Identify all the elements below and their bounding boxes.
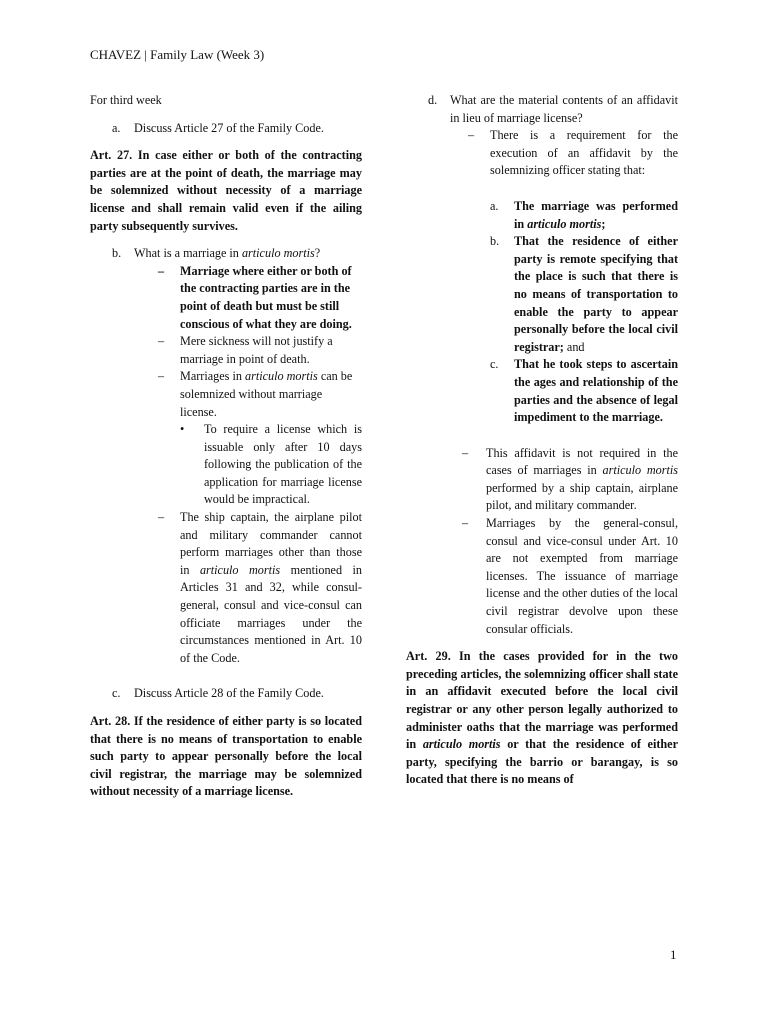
list-item: b. That the residence of either party is remote specifying that the place is such that there is no means of transportation to enable the party to appear personally before the local civil registrar; and: [490, 234, 678, 354]
article-27: Art. 27. In case either or both of the contracting parties are at the point of death, the marriage may be solemnized without necessity of a marriage license and shall remain valid even if the ailing party subsequently survives.: [90, 148, 362, 233]
question-a: [112, 120, 362, 138]
question-text: What are the material contents of an affidavit in lieu of marriage license?: [450, 93, 678, 125]
question-c: [112, 685, 362, 703]
list-item: – This affidavit is not required in the cases of marriages in articulo mortis performed by a ship captain, airplane pilot, and military commander.: [462, 445, 678, 513]
list-item: c. That he took steps to ascertain the ages and relationship of the parties and the absence of legal impediment to the marriage.: [490, 357, 678, 425]
answer-d-list: [462, 445, 678, 639]
list-item: – Marriage where either or both of the contracting parties are in the point of death but must be still conscious of what they are doing.: [158, 263, 352, 331]
list-marker: a.: [112, 120, 121, 135]
intro-text: For third week: [90, 93, 162, 107]
question-text: Discuss Article 27 of the Family Code.: [134, 120, 324, 135]
sub-list-item: • To require a license which is issuable only after 10 days following the publication of the application for marriage license would be impractical.: [180, 421, 362, 509]
article-28: Art. 28. If the residence of either party is so located that there is no means of transportation to enable such party to appear personally before the local civil registrar, the marriage may be solemnized without necessity of a marriage license.: [90, 714, 362, 799]
affidavit-contents-list: [490, 198, 678, 427]
question-text: Discuss Article 28 of the Family Code.: [134, 686, 324, 701]
question-d: [428, 92, 678, 127]
list-marker: b.: [112, 246, 122, 261]
bullet-icon: •: [180, 422, 185, 437]
left-column: [90, 92, 362, 801]
page-number: 1: [670, 947, 677, 962]
list-item: – There is a requirement for the execution of an affidavit by the solemnizing officer stating that:: [468, 128, 678, 178]
list-item: a. The marriage was performed in articulo mortis;: [490, 198, 678, 231]
list-marker: d.: [428, 93, 438, 107]
list-marker: c.: [112, 686, 121, 701]
question-b: [112, 245, 362, 263]
page-header: CHAVEZ | Family Law (Week 3): [90, 47, 265, 62]
list-item: – Marriages by the general-consul, consul and vice-consul under Art. 10 are not exempted from marriage licenses. The issuance of marriage license and the other duties of the local civil registrar devolve upon these consular officials.: [462, 516, 678, 636]
list-item: – Mere sickness will not justify a marriage in point of death.: [158, 334, 333, 366]
article-29: Art. 29. In the cases provided for in the two preceding articles, the solemnizing officer shall state in an affidavit executed before the local civil registrar or any other person legally authorized to administer oaths that the marriage was performed in articulo mortis or that the residence of either party, specifying the barrio or barangay, is so located that there is no means of: [406, 649, 679, 787]
list-item: – Marriages in articulo mortis can be solemnized without marriage license.: [158, 369, 353, 419]
right-column: [406, 92, 678, 789]
question-text: What is a marriage in articulo mortis?: [134, 246, 321, 261]
list-item: – The ship captain, the airplane pilot and military commander cannot perform marriages other than those in articulo mortis mentioned in Articles 31 and 32, while consul-general, consul and vice-consul can officiate marriages under the circumstances mentioned in Art. 10 of the Code.: [158, 510, 362, 665]
answer-b-list: [158, 263, 362, 668]
